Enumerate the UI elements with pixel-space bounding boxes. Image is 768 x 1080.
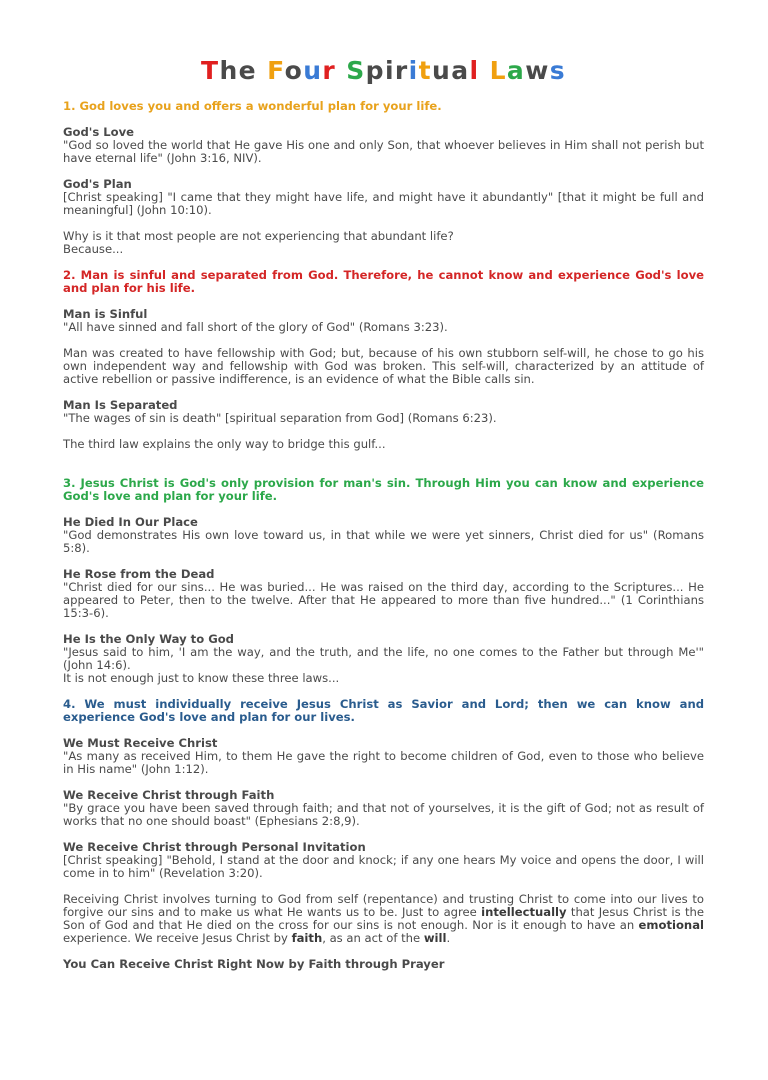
he-died-subheading: He Died In Our Place	[63, 515, 198, 529]
title-letter: T	[201, 56, 220, 85]
law-4-heading: 4. We must individually receive Jesus Christ as Savior and Lord; then we can know and experience God's love and plan for our lives.	[63, 697, 704, 724]
title-letter: F	[267, 56, 285, 85]
document-page	[0, 56, 768, 1080]
must-receive-text: "As many as received Him, to them He gave the right to become children of God, even to those who believe in His name" (John 1:12).	[63, 749, 704, 776]
title-letter: u	[432, 56, 452, 85]
because-text: Because...	[63, 242, 124, 256]
title-letter	[336, 56, 346, 85]
title-letter	[257, 56, 267, 85]
man-is-separated-subheading: Man Is Separated	[63, 398, 178, 412]
gods-plan-text: [Christ speaking] "I came that they might have life, and might have it abundantly" [that it might be full and meaningful] (John 10:10).	[63, 190, 704, 217]
emotional-emphasis: emotional	[638, 918, 704, 932]
must-receive-subheading: We Must Receive Christ	[63, 736, 218, 750]
title-letter: L	[489, 56, 507, 85]
title-letter: i	[408, 56, 419, 85]
abundant-life-question: Why is it that most people are not experiencing that abundant life?	[63, 229, 454, 243]
title-letter: r	[322, 56, 337, 85]
title-letter: h	[219, 56, 239, 85]
title-letter: u	[303, 56, 323, 85]
title-letter: p	[365, 56, 385, 85]
three-laws-note: It is not enough just to know these three laws...	[63, 671, 340, 685]
man-is-separated-text: "The wages of sin is death" [spiritual separation from God] (Romans 6:23).	[63, 411, 497, 425]
personal-invitation-text: [Christ speaking] "Behold, I stand at the door and knock; if any one hears My voice and opens the door, I will come in to him" (Revelation 3:20).	[63, 853, 704, 880]
title-letter: t	[418, 56, 432, 85]
title-letter: w	[525, 56, 550, 85]
receiving-christ-paragraph: Receiving Christ involves turning to God from self (repentance) and trusting Christ to come into our lives to forgive our sins and to make us what He wants us to be. Just to agree intellectually that Jesus Christ is the Son of God and that He died on the cross for our sins is not enough. Nor is it enough to have an emotional experience. We receive Jesus Christ by faith, as an act of the will.	[63, 892, 704, 945]
intellectually-emphasis: intellectually	[481, 905, 567, 919]
man-is-sinful-text: "All have sinned and fall short of the glory of God" (Romans 3:23).	[63, 320, 448, 334]
title-letter: r	[394, 56, 409, 85]
man-is-sinful-subheading: Man is Sinful	[63, 307, 148, 321]
title-letter	[479, 56, 489, 85]
title-letter: i	[384, 56, 395, 85]
closing-heading: You Can Receive Christ Right Now by Faith through Prayer	[63, 957, 445, 971]
title-letter: S	[346, 56, 366, 85]
only-way-subheading: He Is the Only Way to God	[63, 632, 234, 646]
title-letter: o	[284, 56, 304, 85]
title-letter: s	[549, 56, 566, 85]
title-letter: e	[238, 56, 258, 85]
law-2-heading: 2. Man is sinful and separated from God. Therefore, he cannot know and experience God's love and plan for his life.	[63, 268, 704, 295]
only-way-text: "Jesus said to him, 'I am the way, and the truth, and the life, no one comes to the Father but through Me'" (John 14:6).	[63, 645, 704, 672]
title-letter: l	[469, 56, 480, 85]
he-rose-subheading: He Rose from the Dead	[63, 567, 215, 581]
will-emphasis: will	[423, 931, 447, 945]
he-died-text: "God demonstrates His own love toward us, in that while we were yet sinners, Christ died for us" (Romans 5:8).	[63, 528, 704, 555]
man-is-sinful-paragraph: Man was created to have fellowship with God; but, because of his own stubborn self-will, he chose to go his own independent way and fellowship with God was broken. This self-will, characterized by an attitude of active rebellion or passive indifference, is an evidence of what the Bible calls sin.	[63, 346, 704, 386]
faith-emphasis: faith	[291, 931, 323, 945]
gods-love-text: "God so loved the world that He gave His one and only Son, that whoever believes in Him shall not perish but have eternal life" (John 3:16, NIV).	[63, 138, 704, 165]
document-title	[63, 56, 704, 86]
law-3-heading: 3. Jesus Christ is God's only provision for man's sin. Through Him you can know and experience God's love and plan for your life.	[63, 476, 704, 503]
gods-love-subheading: God's Love	[63, 125, 135, 139]
law-1-heading: 1. God loves you and offers a wonderful plan for your life.	[63, 99, 442, 113]
he-rose-text: "Christ died for our sins... He was buried... He was raised on the third day, according to the Scriptures... He appeared to Peter, then to the twelve. After that He appeared to more than five hundred..." (1 Corinthians 15:3-6).	[63, 580, 704, 620]
through-faith-text: "By grace you have been saved through faith; and that not of yourselves, it is the gift of God; not as result of works that no one should boast" (Ephesians 2:8,9).	[63, 801, 704, 828]
bridge-gulf-text: The third law explains the only way to bridge this gulf...	[63, 437, 386, 451]
gods-plan-subheading: God's Plan	[63, 177, 132, 191]
personal-invitation-subheading: We Receive Christ through Personal Invitation	[63, 840, 366, 854]
title-letter: a	[451, 56, 470, 85]
through-faith-subheading: We Receive Christ through Faith	[63, 788, 275, 802]
title-letter: a	[506, 56, 526, 85]
